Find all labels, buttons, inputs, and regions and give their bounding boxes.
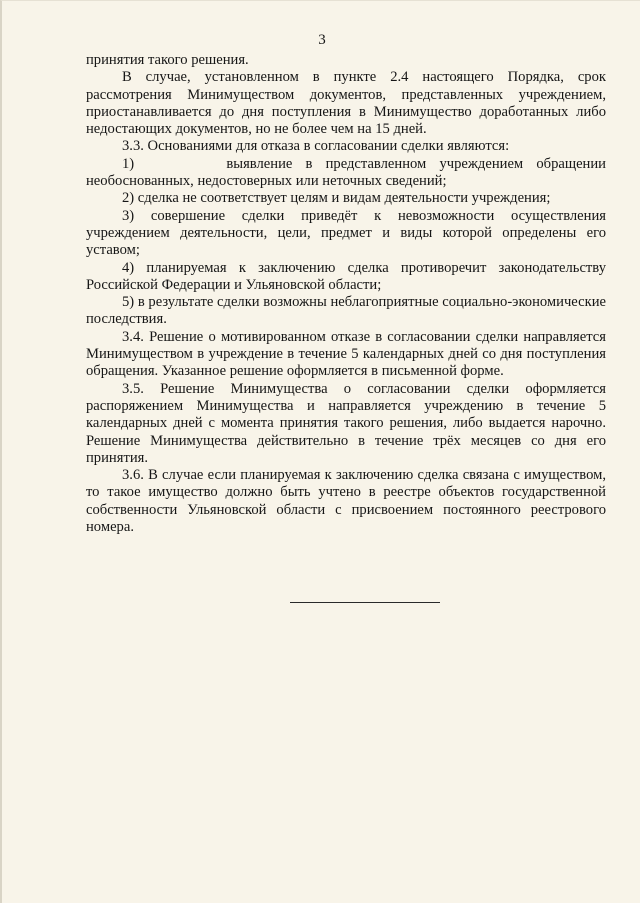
refusal-ground-4: 4) планируемая к заключению сделка противоречит законодательству Российской Федерации и Ульяновской области; — [86, 259, 606, 293]
paragraph-3-4: 3.4. Решение о мотивированном отказе в согласовании сделки направляется Минимуществом в учреждение в течение 5 календарных дней со дня поступления обращения. Указанное решение оформляется в письменной форме. — [86, 328, 606, 380]
refusal-ground-2: 2) сделка не соответствует целям и видам деятельности учреждения; — [122, 190, 551, 207]
refusal-ground-5: 5) в результате сделки возможны неблагоприятные социально-экономические последствия. — [86, 294, 606, 328]
refusal-ground-1: 1) выявление в представленном учреждением обращении необоснованных, недостоверных или неточных сведений; — [86, 155, 606, 190]
paragraph-3-5: 3.5. Решение Минимущества о согласовании сделки оформляется распоряжением Минимущества и направляется учреждению в течение 5 календарных дней с момента принятия такого решения, либо выдается нарочно. Решение Минимущества действительно в течение трёх месяцев со дня его принятия. — [86, 380, 606, 466]
refusal-ground-3: 3) совершение сделки приведёт к невозможности осуществления учреждением деятельности, цели, предмет и виды которой определены его уставом; — [86, 207, 606, 259]
paragraph-review-suspension: В случае, установленном в пункте 2.4 настоящего Порядка, срок рассмотрения Минимуществом документов, представленных учреждением, приостанавливается до дня поступления в Минимущество доработанных либо недостающих документов, но не более чем на 15 дней. — [86, 69, 606, 138]
paragraph-3-6: 3.6. В случае если планируемая к заключению сделка связана с имуществом, то такое имущество должно быть учтено в реестре объектов государственной собственности Ульяновской области с присвоением постоянного реестрового номера. — [86, 467, 606, 536]
document-body — [86, 52, 606, 536]
page-number: 3 — [318, 32, 326, 48]
paragraph-continuation: принятия такого решения. — [86, 52, 249, 68]
end-of-document-rule — [290, 602, 440, 603]
paragraph-3-3-heading: 3.3. Основаниями для отказа в согласовании сделки являются: — [122, 138, 510, 155]
